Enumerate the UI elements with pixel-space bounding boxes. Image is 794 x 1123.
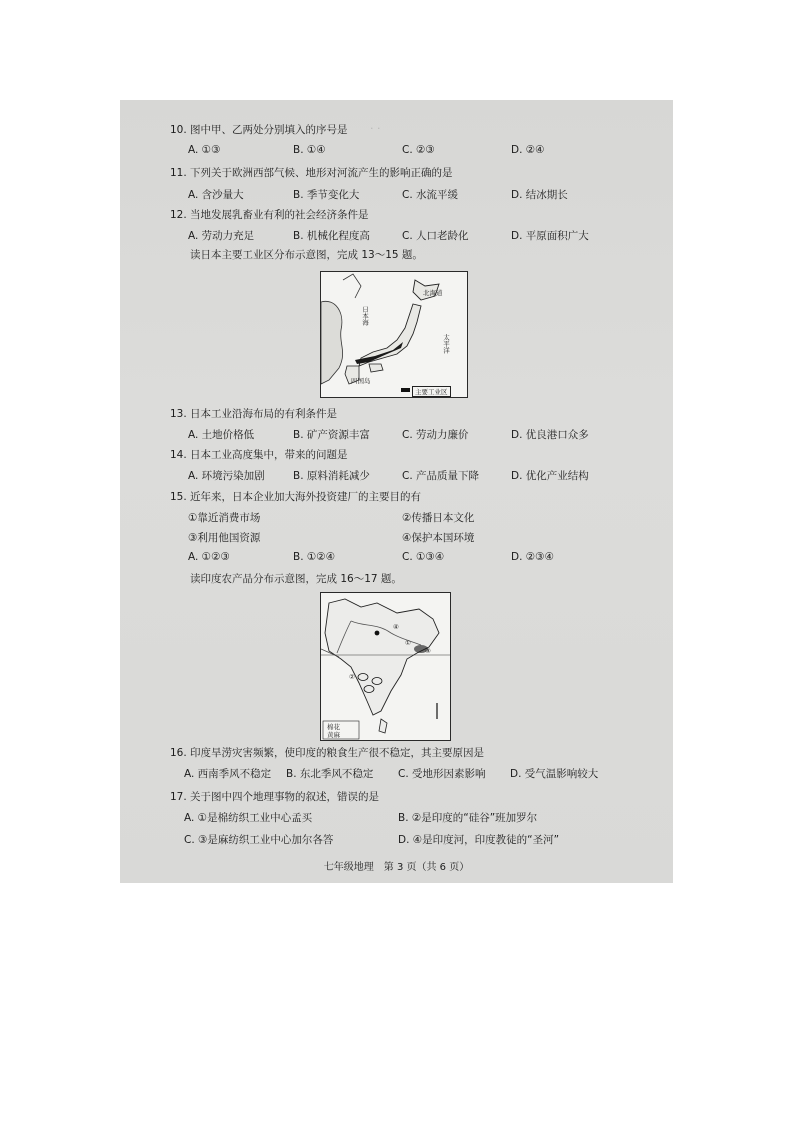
question-15-option-c: C. ①③④	[402, 551, 445, 563]
question-17-option-b: B. ②是印度的“硅谷”班加罗尔	[398, 812, 538, 824]
question-13-option-b: B. 矿产资源丰富	[293, 429, 370, 441]
question-11-option-a: A. 含沙量大	[188, 189, 244, 201]
question-10-option-a: A. ①③	[188, 144, 221, 156]
marker-3: ③	[425, 647, 431, 655]
question-15-option-b: B. ①②④	[293, 551, 336, 563]
question-15-item-3: ③利用他国资源	[188, 532, 261, 544]
japan-industry-map	[320, 271, 468, 398]
question-14-stem: 14. 日本工业高度集中，带来的问题是	[170, 449, 348, 461]
legend-jute: 黄麻	[327, 731, 340, 739]
exam-page	[120, 100, 673, 883]
question-17-stem: 17. 关于图中四个地理事物的叙述，错误的是	[170, 791, 380, 803]
label-pacific: 太平洋	[442, 334, 450, 354]
question-11-option-b: B. 季节变化大	[293, 189, 360, 201]
question-12-option-d: D. 平原面积广大	[511, 230, 589, 242]
legend-cotton: 棉花	[327, 723, 340, 731]
india-outline	[325, 599, 439, 715]
marker-1: ①	[405, 639, 411, 647]
bleed-through-text: · ·	[370, 122, 381, 135]
question-14-option-c: C. 产品质量下降	[402, 470, 480, 482]
question-10-option-c: C. ②③	[402, 144, 435, 156]
question-15-item-2: ②传播日本文化	[402, 512, 475, 524]
question-14-option-a: A. 环境污染加剧	[188, 470, 265, 482]
coastline	[343, 274, 361, 298]
question-12-option-a: A. 劳动力充足	[188, 230, 255, 242]
question-11-option-d: D. 结冰期长	[511, 189, 568, 201]
question-16-option-b: B. 东北季风不稳定	[286, 768, 374, 780]
question-11-stem: 11. 下列关于欧洲西部气候、地形对河流产生的影响正确的是	[170, 167, 453, 179]
question-16-stem: 16. 印度旱涝灾害频繁，使印度的粮食生产很不稳定，其主要原因是	[170, 747, 485, 759]
question-17-option-a: A. ①是棉纺织工业中心孟买	[184, 812, 313, 824]
question-15-option-a: A. ①②③	[188, 551, 230, 563]
india-map-graphic	[321, 593, 450, 740]
legend-swatch	[401, 388, 410, 392]
question-14-option-d: D. 优化产业结构	[511, 470, 589, 482]
marker-2: ②	[349, 673, 355, 681]
question-14-option-b: B. 原料消耗减少	[293, 470, 370, 482]
question-13-option-c: C. 劳动力廉价	[402, 429, 469, 441]
read-instruction-india: 读印度农产品分布示意图，完成 16～17 题。	[190, 573, 402, 585]
question-17-option-d: D. ④是印度河，印度教徒的“圣河”	[398, 834, 560, 846]
question-16-option-a: A. 西南季风不稳定	[184, 768, 272, 780]
question-13-option-d: D. 优良港口众多	[511, 429, 589, 441]
label-sea-of-japan: 日本海	[361, 306, 369, 326]
label-hokkaido: 北海道	[423, 289, 443, 297]
japan-map-legend: 主要工业区	[412, 386, 451, 397]
question-12-stem: 12. 当地发展乳畜业有利的社会经济条件是	[170, 209, 369, 221]
city-dot	[375, 631, 380, 636]
read-instruction-japan: 读日本主要工业区分布示意图，完成 13～15 题。	[190, 249, 423, 261]
label-shikoku: 四国岛	[351, 377, 371, 385]
question-17-option-c: C. ③是麻纺织工业中心加尔各答	[184, 834, 334, 846]
marker-4: ④	[393, 623, 399, 631]
question-12-option-c: C. 人口老龄化	[402, 230, 469, 242]
question-11-option-c: C. 水流平缓	[402, 189, 459, 201]
question-10-stem: 10. 图中甲、乙两处分别填入的序号是	[170, 124, 348, 136]
question-16-option-c: C. 受地形因素影响	[398, 768, 486, 780]
india-agriculture-map	[320, 592, 451, 741]
page-footer: 七年级地理 第 3 页（共 6 页）	[323, 862, 470, 873]
question-16-option-d: D. 受气温影响较大	[510, 768, 599, 780]
question-15-stem: 15. 近年来，日本企业加大海外投资建厂的主要目的有	[170, 491, 422, 503]
question-13-stem: 13. 日本工业沿海布局的有利条件是	[170, 408, 338, 420]
question-10-option-d: D. ②④	[511, 144, 545, 156]
question-15-option-d: D. ②③④	[511, 551, 554, 563]
question-12-option-b: B. 机械化程度高	[293, 230, 370, 242]
question-13-option-a: A. 土地价格低	[188, 429, 255, 441]
asia-mainland	[321, 301, 343, 384]
shikoku-island	[369, 364, 383, 372]
question-15-item-4: ④保护本国环境	[402, 532, 475, 544]
question-10-option-b: B. ①④	[293, 144, 326, 156]
question-15-item-1: ①靠近消费市场	[188, 512, 261, 524]
sri-lanka	[379, 719, 387, 733]
